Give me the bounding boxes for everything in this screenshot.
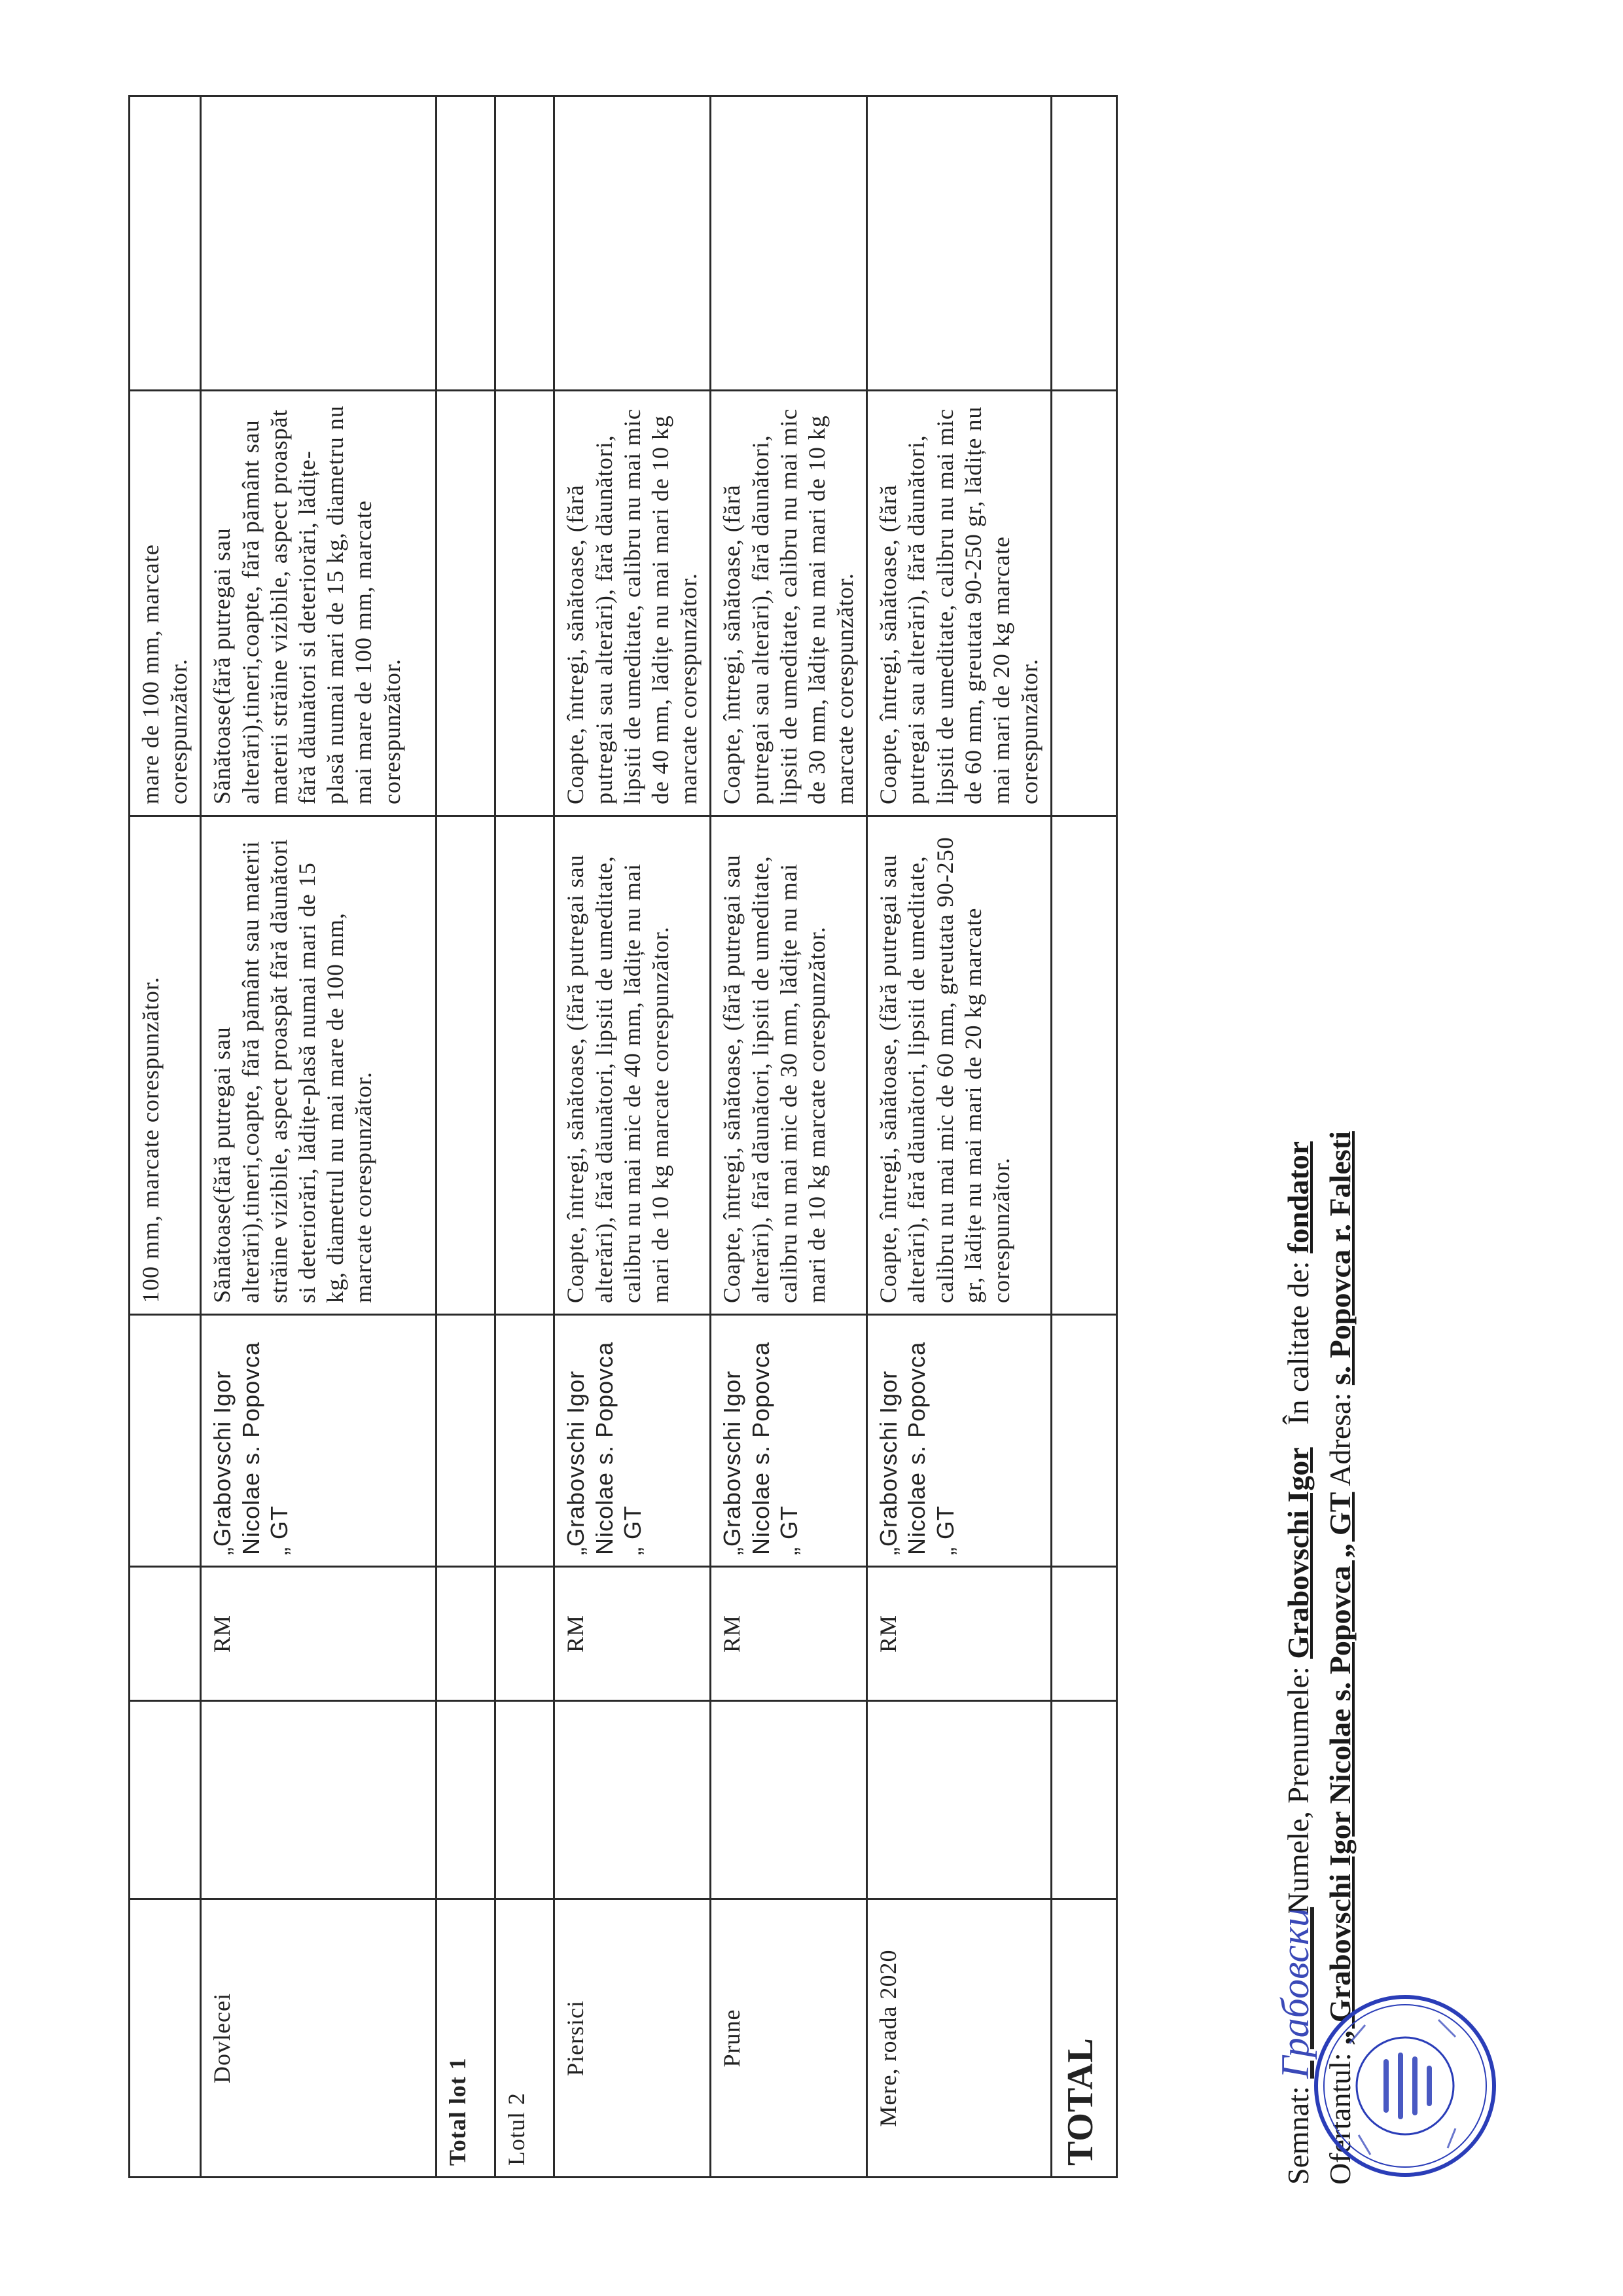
spec-requested: Sănătoase(fără putregai sau alterări),tineri,coapte, fără pământ sau materii străine vizibile, aspect proaspăt fără dăunători si deteriorări, lădițe-plasă numai mari de 15 kg, diametrul nu mai mare de 100 mm, marcate corespunzător. — [201, 816, 437, 1315]
empty-cell — [437, 96, 495, 391]
row-label: TOTAL — [1052, 1899, 1117, 2178]
spec-offered: Coapte, întregi, sănătoase, (fără putregai sau alterări), fără dăunători, lipsiti de umeditate, calibru nu mai mic de 40 mm, lădițe nu mai mari de 10 kg marcate corespunzător. — [554, 391, 711, 816]
table-row — [437, 96, 495, 2178]
empty-cell — [130, 1899, 201, 2178]
empty-cell — [437, 391, 495, 816]
specification-table — [128, 95, 1118, 2178]
producer: „Grabovschi Igor Nicolae s. Popovca „ GT — [554, 1315, 711, 1567]
spec-requested: Coapte, întregi, sănătoase, (fără putregai sau alterări), fără dăunători, lipsiti de umeditate, calibru nu mai mic de 40 mm, lădițe nu mai mari de 10 kg marcate corespunzător. — [554, 816, 711, 1315]
spec-offered: Coapte, întregi, sănătoase, (fără putregai sau alterări), fără dăunători, lipsiti de umeditate, calibru nu mai mic de 30 mm, lădițe nu mai mari de 10 kg marcate corespunzător. — [711, 391, 867, 816]
capacity-label: În calitate de: — [1281, 1261, 1315, 1425]
empty-cell — [1052, 816, 1117, 1315]
product-name: Prune — [711, 1899, 867, 2178]
row-label: Lotul 2 — [495, 1899, 554, 2178]
offerer-value: „ Grabovschi Igor Nicolae s. Popovca „ GT — [1323, 1492, 1357, 2045]
table-row — [495, 96, 554, 2178]
spec-offered: Coapte, întregi, sănătoase, (fără putregai sau alterări), fără dăunători, lipsiti de umeditate, calibru nu mai mic de 60 mm, greutata 90-250 gr, lădițe nu mai mari de 20 kg marcate corespunzător. — [867, 391, 1052, 816]
signature-block — [1270, 90, 1360, 2185]
handwritten-signature: Грабовски — [1274, 1907, 1317, 2079]
empty-cell — [437, 816, 495, 1315]
table-row — [1052, 96, 1117, 2178]
empty-cell — [130, 96, 201, 391]
empty-cell — [867, 1701, 1052, 1899]
address-label: Adresa: — [1323, 1392, 1357, 1486]
capacity-value: fondator — [1281, 1141, 1315, 1254]
empty-cell — [130, 1315, 201, 1567]
table-row — [867, 96, 1052, 2178]
producer: „Grabovschi Igor Nicolae s. Popovca „ GT — [711, 1315, 867, 1567]
origin-country: RM — [201, 1567, 437, 1701]
empty-cell — [495, 1315, 554, 1567]
empty-cell — [495, 96, 554, 391]
empty-cell — [554, 1701, 711, 1899]
origin-country: RM — [867, 1567, 1052, 1701]
empty-cell — [495, 1567, 554, 1701]
origin-country: RM — [554, 1567, 711, 1701]
empty-cell — [437, 1315, 495, 1567]
offerer-label: Ofertantul: — [1323, 2053, 1357, 2185]
name-label: Numele, Prenumele: — [1281, 1666, 1315, 1914]
empty-cell — [1052, 96, 1117, 391]
table-row — [130, 96, 201, 2178]
table-row — [554, 96, 711, 2178]
signature-line-1 — [1270, 90, 1321, 2185]
spec-requested: Coapte, întregi, sănătoase, (fără putregai sau alterări), fără dăunători, lipsiti de umeditate, calibru nu mai mic de 30 mm, lădițe nu mai mari de 10 kg marcate corespunzător. — [711, 816, 867, 1315]
table-row — [201, 96, 437, 2178]
empty-cell — [1052, 1567, 1117, 1701]
empty-cell — [201, 1701, 437, 1899]
address-value: s. Popovca r. Falesti — [1323, 1131, 1357, 1386]
empty-cell — [495, 816, 554, 1315]
producer: „Grabovschi Igor Nicolae s. Popovca „ GT — [867, 1315, 1052, 1567]
empty-cell — [437, 1567, 495, 1701]
empty-cell — [711, 96, 867, 391]
empty-cell — [867, 96, 1052, 391]
empty-cell — [1052, 391, 1117, 816]
spec-offered: mare de 100 mm, marcate corespunzător. — [130, 391, 201, 816]
spec-offered: Sănătoase(fără putregai sau alterări),tineri,coapte, fără pământ sau materii străine vizibile, aspect proaspăt fără dăunători si deteriorări, lădițe-plasă numai mari de 15 kg, diametru nu mai mare de 100 mm, marcate corespunzător. — [201, 391, 437, 816]
product-name: Piersici — [554, 1899, 711, 2178]
empty-cell — [1052, 1701, 1117, 1899]
table-row — [711, 96, 867, 2178]
empty-cell — [495, 391, 554, 816]
round-stamp-icon — [1310, 1991, 1500, 2181]
signed-label: Semnat: — [1281, 2086, 1315, 2185]
product-name: Mere, roada 2020 — [867, 1899, 1052, 2178]
empty-cell — [130, 1567, 201, 1701]
empty-cell — [1052, 1315, 1117, 1567]
empty-cell — [130, 1701, 201, 1899]
spec-requested: Coapte, întregi, sănătoase, (fără putregai sau alterări), fără dăunători, lipsiti de umeditate, calibru nu mai mic de 60 mm, greutata 90-250 gr, lădițe nu mai mari de 20 kg marcate corespunzător. — [867, 816, 1052, 1315]
empty-cell — [495, 1701, 554, 1899]
product-name: Dovlecei — [201, 1899, 437, 2178]
origin-country: RM — [711, 1567, 867, 1701]
empty-cell — [554, 96, 711, 391]
table-body — [130, 96, 1117, 2178]
empty-cell — [437, 1701, 495, 1899]
empty-cell — [201, 96, 437, 391]
row-label: Total lot 1 — [437, 1899, 495, 2178]
empty-cell — [711, 1701, 867, 1899]
signature-line-2 — [1321, 90, 1360, 2185]
name-value: Grabovschi Igor — [1281, 1447, 1315, 1659]
producer: „Grabovschi Igor Nicolae s. Popovca „ GT — [201, 1315, 437, 1567]
spec-requested: 100 mm, marcate corespunzător. — [130, 816, 201, 1315]
